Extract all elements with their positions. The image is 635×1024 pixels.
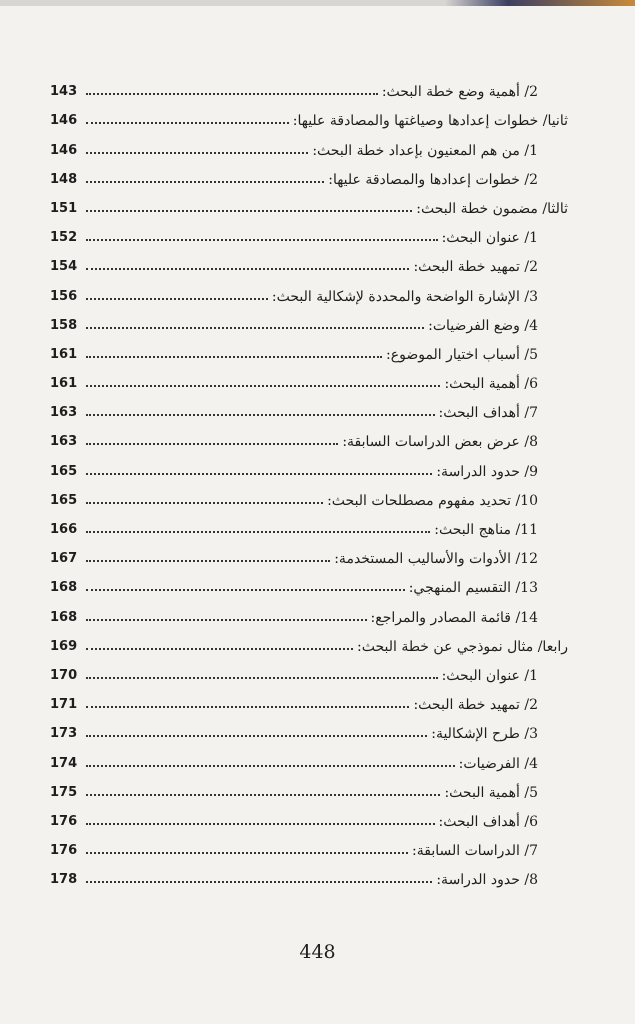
toc-page-number: 169 — [50, 638, 78, 654]
toc-entry — [50, 806, 538, 835]
dot-leader — [86, 794, 440, 796]
dot-leader — [86, 852, 408, 854]
toc-entry — [50, 251, 538, 280]
toc-entry — [50, 718, 538, 747]
toc-page-number: 161 — [50, 346, 78, 362]
toc-entry-title: 6/ أهمية البحث: — [444, 376, 538, 393]
toc-page-number: 148 — [50, 171, 78, 187]
toc-entry-title: 2/ خطوات إعدادها والمصادقة عليها: — [328, 171, 538, 188]
toc-entry — [50, 280, 538, 309]
toc-page-number: 154 — [50, 259, 78, 275]
toc-entry-title: 3/ الإشارة الواضحة والمحددة لإشكالية البحث: — [271, 288, 538, 305]
dot-leader — [86, 239, 438, 241]
toc-entry-title: 7/ الدراسات السابقة: — [412, 843, 538, 860]
toc-entry-title: 1/ عنوان البحث: — [441, 667, 538, 684]
toc-page-number: 158 — [50, 317, 78, 333]
toc-entry-title: ثالثا/ مضمون خطة البحث: — [416, 200, 568, 217]
toc-entry — [50, 864, 538, 893]
toc-entry-title: ثانيا/ خطوات إعدادها وصياغتها والمصادقة عليها: — [292, 113, 568, 130]
toc-entry — [50, 310, 538, 339]
toc-entry — [50, 660, 538, 689]
toc-entry — [50, 368, 538, 397]
toc-page-number: 176 — [50, 813, 78, 829]
toc-entry-title: 7/ أهداف البحث: — [438, 405, 538, 422]
toc-page-number: 146 — [50, 142, 78, 158]
toc-page-number: 143 — [50, 84, 78, 100]
toc-page-number: 156 — [50, 288, 78, 304]
dot-leader — [86, 443, 338, 445]
toc-entry — [50, 193, 568, 222]
toc-entry — [50, 485, 538, 514]
toc-entry-title: 8/ حدود الدراسة: — [436, 872, 538, 889]
toc-entry-title: رابعا/ مثال نموذجي عن خطة البحث: — [356, 638, 568, 655]
dot-leader — [86, 648, 353, 650]
toc-page-number: 152 — [50, 230, 78, 246]
toc-entry — [50, 631, 568, 660]
toc-page-number: 170 — [50, 667, 78, 683]
toc-entry-title: 4/ وضع الفرضيات: — [428, 317, 538, 334]
toc-entry — [50, 339, 538, 368]
toc-page-number: 163 — [50, 434, 78, 450]
toc-entry-title: 12/ الأدوات والأساليب المستخدمة: — [334, 551, 538, 568]
toc-entry — [50, 689, 538, 718]
toc-entry-title: 11/ مناهج البحث: — [434, 522, 538, 538]
toc-entry-title: 3/ طرح الإشكالية: — [431, 726, 538, 743]
toc-entry-title: 5/ أسباب اختيار الموضوع: — [386, 346, 538, 363]
dot-leader — [86, 122, 289, 124]
toc-entry — [50, 397, 538, 426]
toc-page-number: 165 — [50, 492, 78, 508]
toc-entry-title: 14/ قائمة المصادر والمراجع: — [370, 609, 538, 626]
toc-entry — [50, 601, 538, 630]
toc-entry — [50, 514, 538, 543]
dot-leader — [86, 619, 367, 621]
toc-entry-title: 8/ عرض بعض الدراسات السابقة: — [342, 434, 538, 451]
table-of-contents — [50, 76, 568, 893]
dot-leader — [86, 356, 382, 358]
top-edge-strip — [0, 0, 635, 6]
toc-entry — [50, 105, 568, 134]
toc-page-number: 165 — [50, 463, 78, 479]
toc-page-number: 146 — [50, 113, 78, 129]
toc-page-number: 178 — [50, 872, 78, 888]
toc-entry — [50, 747, 538, 776]
dot-leader — [86, 823, 435, 825]
dot-leader — [86, 298, 268, 300]
dot-leader — [86, 706, 409, 708]
toc-entry-title: 6/ أهداف البحث: — [438, 813, 538, 830]
toc-entry-title: 4/ الفرضيات: — [458, 755, 538, 772]
toc-entry — [50, 134, 538, 163]
toc-entry-title: 2/ تمهيد خطة البحث: — [413, 259, 538, 276]
dot-leader — [86, 473, 432, 475]
toc-entry — [50, 543, 538, 572]
dot-leader — [86, 502, 323, 504]
toc-page-number: 166 — [50, 522, 78, 537]
toc-page-number: 161 — [50, 376, 78, 392]
dot-leader — [86, 414, 435, 416]
dot-leader — [86, 531, 430, 533]
dot-leader — [86, 210, 412, 212]
toc-entry-title: 1/ عنوان البحث: — [441, 230, 538, 247]
toc-page-number: 171 — [50, 697, 78, 713]
dot-leader — [86, 765, 455, 767]
toc-entry-title: 1/ من هم المعنيون بإعداد خطة البحث: — [312, 142, 538, 159]
toc-entry — [50, 572, 538, 601]
dot-leader — [86, 268, 409, 270]
toc-page-number: 167 — [50, 551, 78, 567]
toc-entry — [50, 835, 538, 864]
dot-leader — [86, 327, 424, 329]
toc-entry-title: 2/ أهمية وضع خطة البحث: — [381, 84, 538, 101]
dot-leader — [86, 152, 308, 154]
toc-entry-title: 13/ التقسيم المنهجي: — [408, 580, 538, 597]
dot-leader — [86, 560, 330, 562]
dot-leader — [86, 385, 440, 387]
toc-entry — [50, 222, 538, 251]
dot-leader — [86, 677, 438, 679]
toc-page-number: 151 — [50, 200, 78, 216]
toc-page-number: 175 — [50, 784, 78, 800]
toc-page-number: 168 — [50, 609, 78, 625]
toc-page-number: 174 — [50, 755, 78, 771]
toc-entry-title: 9/ حدود الدراسة: — [436, 463, 538, 480]
toc-entry — [50, 455, 538, 484]
toc-entry-title: 2/ تمهيد خطة البحث: — [413, 697, 538, 714]
dot-leader — [86, 881, 432, 883]
toc-page-number: 173 — [50, 726, 78, 742]
toc-page-number: 176 — [50, 843, 78, 859]
dot-leader — [86, 181, 324, 183]
toc-entry — [50, 777, 538, 806]
toc-entry — [50, 76, 538, 105]
dot-leader — [86, 735, 427, 737]
toc-entry-title: 10/ تحديد مفهوم مصطلحات البحث: — [327, 492, 538, 509]
toc-page-number: 168 — [50, 580, 78, 596]
toc-page-number: 163 — [50, 405, 78, 421]
toc-entry-title: 5/ أهمية البحث: — [444, 784, 538, 801]
toc-entry — [50, 426, 538, 455]
dot-leader — [86, 589, 405, 591]
page-number: 448 — [299, 941, 336, 963]
dot-leader — [86, 93, 378, 95]
toc-entry — [50, 164, 538, 193]
